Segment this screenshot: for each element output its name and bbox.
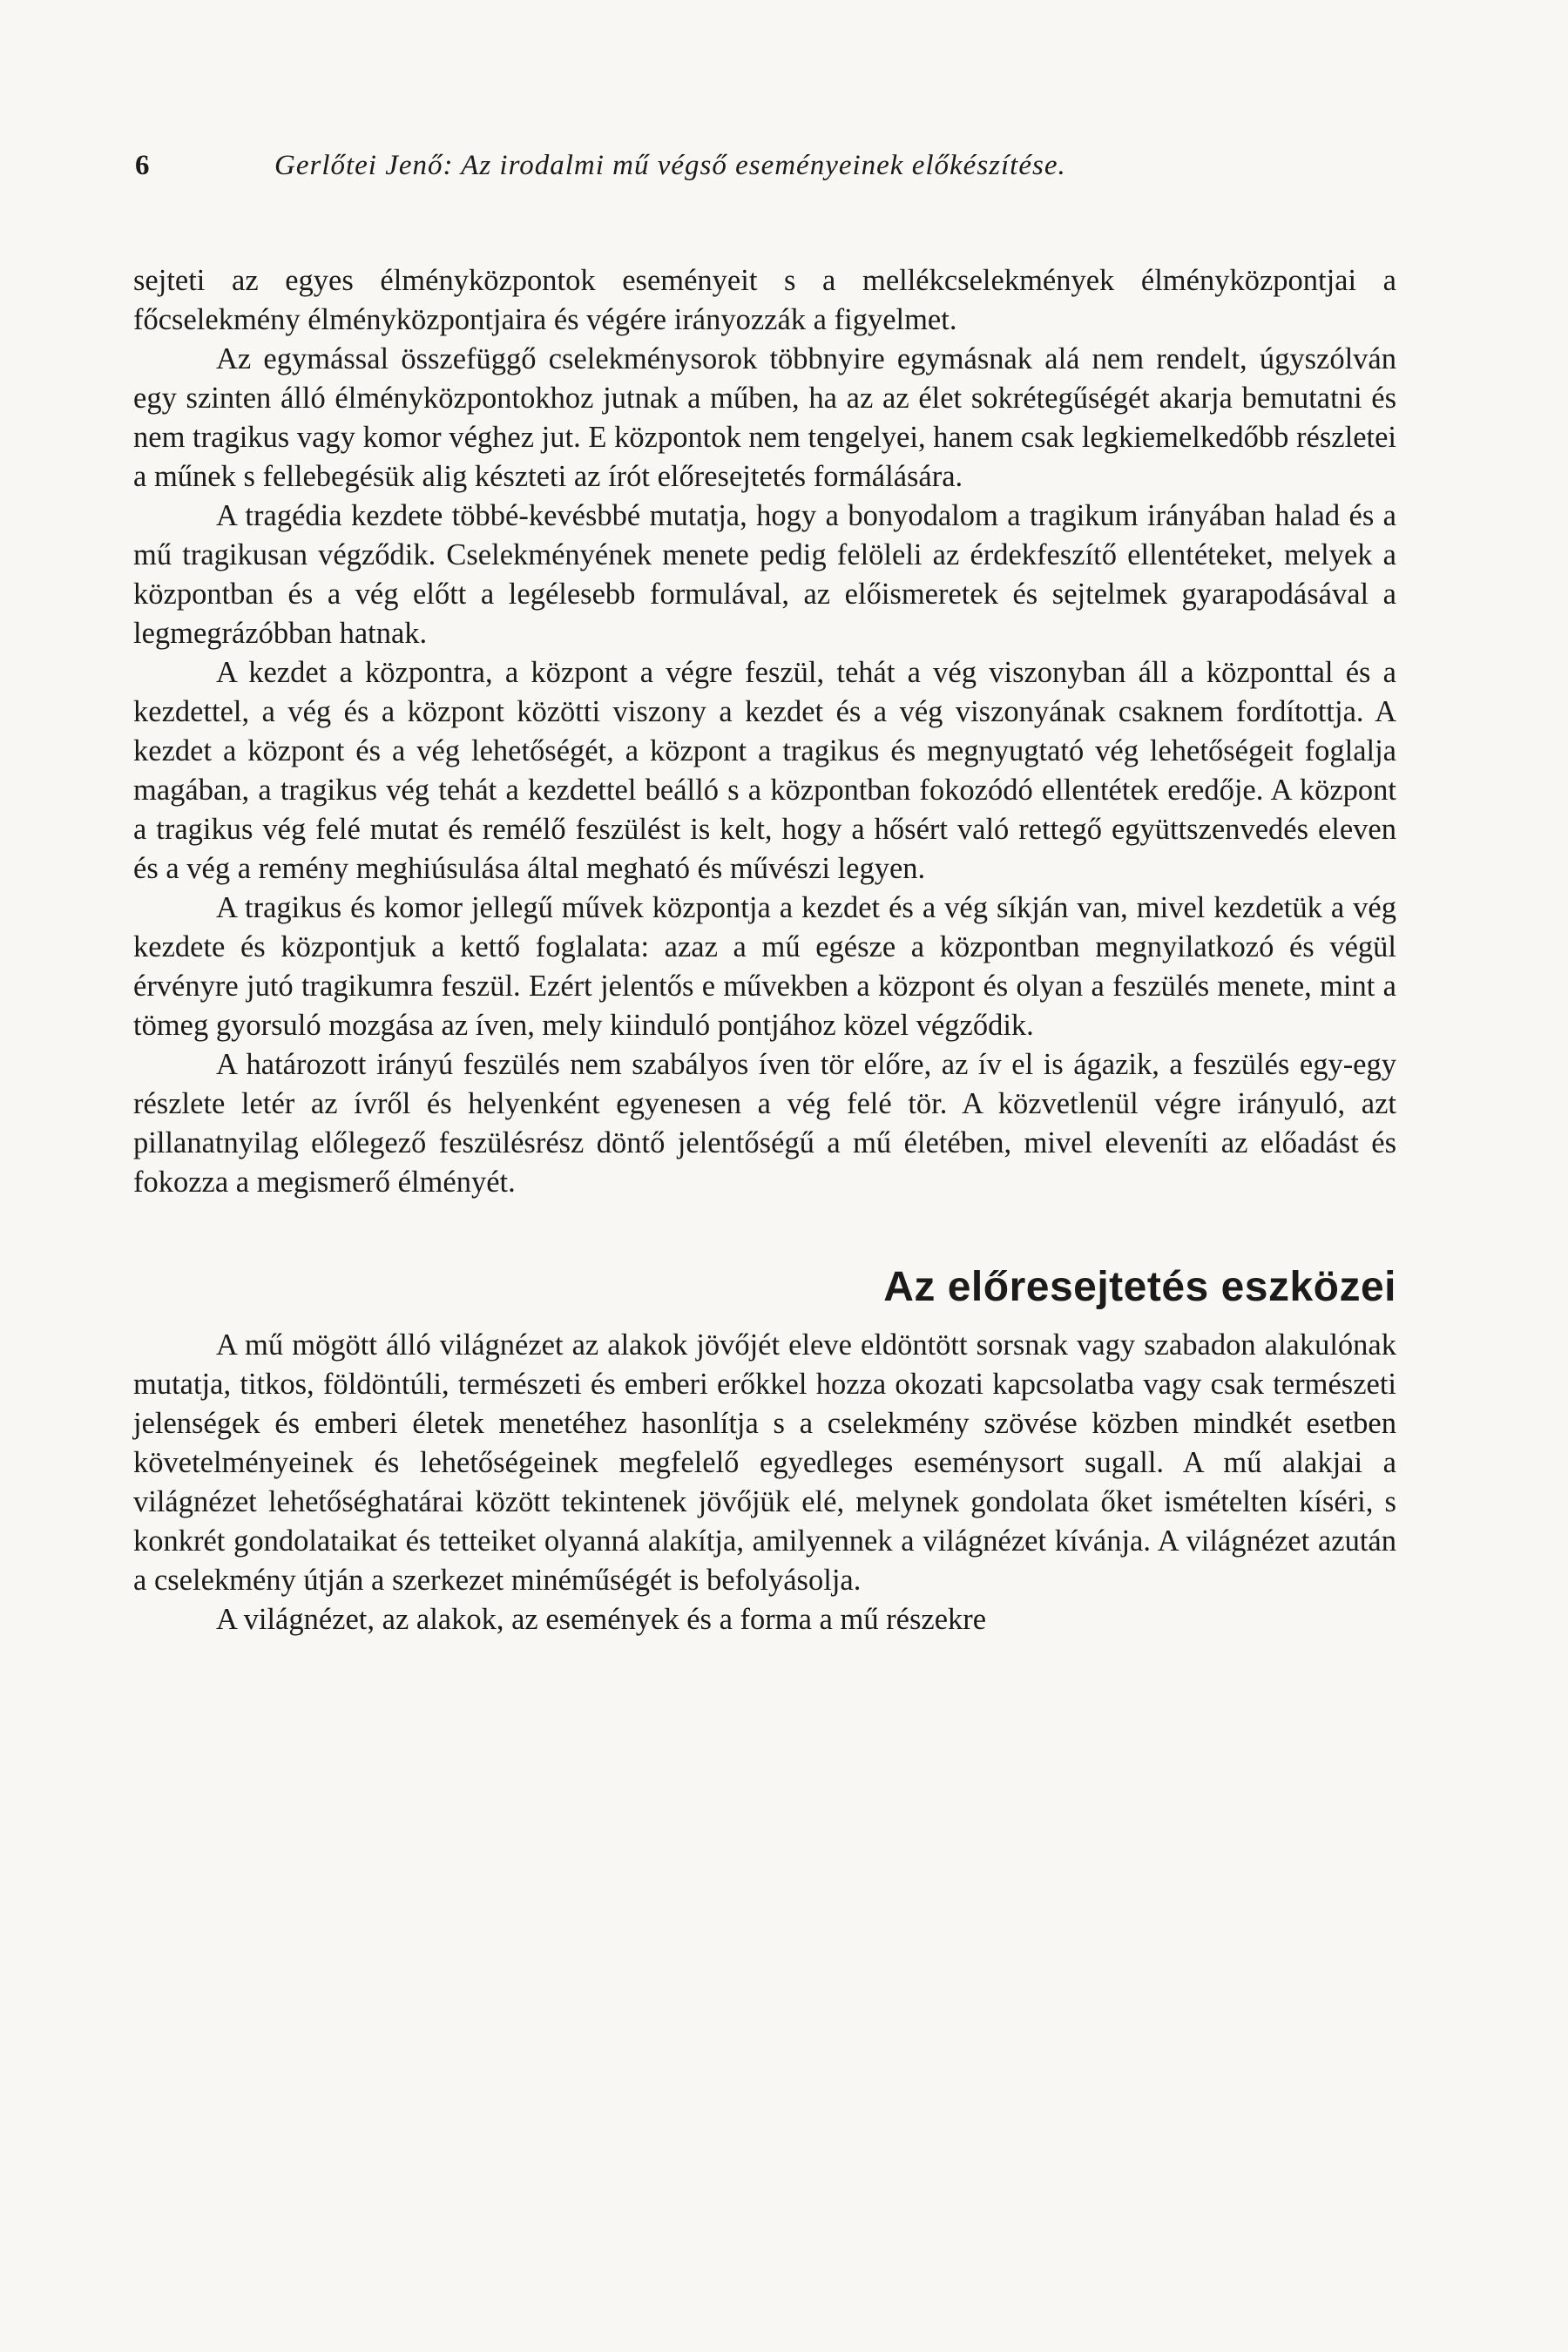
running-header xyxy=(135,150,1398,202)
paragraph: A tragikus és komor jellegű művek központja a kezdet és a vég síkján van, mivel kezdetük a vég kezdete és központjuk a kettő foglalata: azaz a mű egésze a központban megnyilatkozó és végül érvényre jutó tragikumra feszül. Ezért jelentős e művekben a központ és olyan a feszülés menete, mint a tömeg gyorsuló mozgása az íven, mely kiinduló pontjához közel végződik. xyxy=(133,891,1396,1042)
paragraph: A mű mögött álló világnézet az alakok jövőjét eleve eldöntött sorsnak vagy szabadon alakulónak mutatja, titkos, földöntúli, természeti és emberi erőkkel hozza okozati kapcsolatba vagy csak természeti jelenségek és emberi életek menetéhez hasonlítja s a cselekmény szövése közben mindkét esetben követelményeinek és lehetőségeinek megfelelő egyedleges eseménysort sugall. A mű alakjai a világnézet lehetőséghatárai között tekintenek jövőjük elé, melynek gondolata őket ismételten kíséri, s konkrét gondolataikat és tetteiket olyanná alakítja, amilyennek a világnézet kívánja. A világnézet azután a cselekmény útján a szerkezet minéműségét is befolyásolja. xyxy=(133,1328,1396,1597)
page-number: 6 xyxy=(135,150,150,181)
paragraph: A határozott irányú feszülés nem szabályos íven tör előre, az ív el is ágazik, a feszülés egy-egy részlete letér az ívről és helyenként egyenesen a vég felé tör. A közvetlenül végre irányuló, azt pillanatnyilag előlegező feszülésrész döntő jelentőségű a mű életében, mivel eleveníti az előadást és fokozza a megismerő élményét. xyxy=(133,1048,1396,1199)
running-title: Gerlőtei Jenő: Az irodalmi mű végső eseményeinek előkészítése. xyxy=(274,150,1066,181)
paragraph: A tragédia kezdete többé-kevésbbé mutatja, hogy a bonyodalom a tragikum irányában halad és a mű tragikusan végződik. Cselekményének menete pedig felöleli az érdekfeszítő ellentéteket, melyek a központban és a vég előtt a legélesebb formulával, az előismeretek és sejtelmek gyarapodásával a legmegrázóbban hatnak. xyxy=(133,499,1396,650)
paragraph: Az egymással összefüggő cselekménysorok többnyire egymásnak alá nem rendelt, úgyszólván egy szinten álló élményközpontokhoz jutnak a műben, ha az az élet sokrétegűségét akarja bemutatni és nem tragikus vagy komor véghez jut. E központok nem tengelyei, hanem csak legkiemelkedőbb részletei a műnek s fellebegésük alig készteti az írót előresejtetés formálására. xyxy=(133,342,1396,493)
paragraph: sejteti az egyes élményközpontok eseményeit s a mellékcselekmények élményközpontjai a főcselekmény élményközpontjaira és végére irányozzák a figyelmet. xyxy=(133,264,1396,336)
section-heading: Az előresejtetés eszközei xyxy=(883,1264,1396,1310)
body-text xyxy=(133,261,1396,1639)
paragraph: A kezdet a központra, a központ a végre feszül, tehát a vég viszonyban áll a központtal és a kezdettel, a vég és a központ közötti viszony a kezdet és a vég viszonyának csaknem fordítottja. A kezdet a központ és a vég lehetőségét, a központ a tragikus és megnyugtató vég lehetőségeit foglalja magában, a tragikus vég tehát a kezdettel beálló s a központban fokozódó ellentétek eredője. A központ a tragikus vég felé mutat és remélő feszülést is kelt, hogy a hősért való rettegő együttszenvedés eleven és a vég a remény meghiúsulása által megható és művészi legyen. xyxy=(133,656,1396,885)
paragraph: A világnézet, az alakok, az események és a forma a mű részekre xyxy=(216,1603,987,1636)
